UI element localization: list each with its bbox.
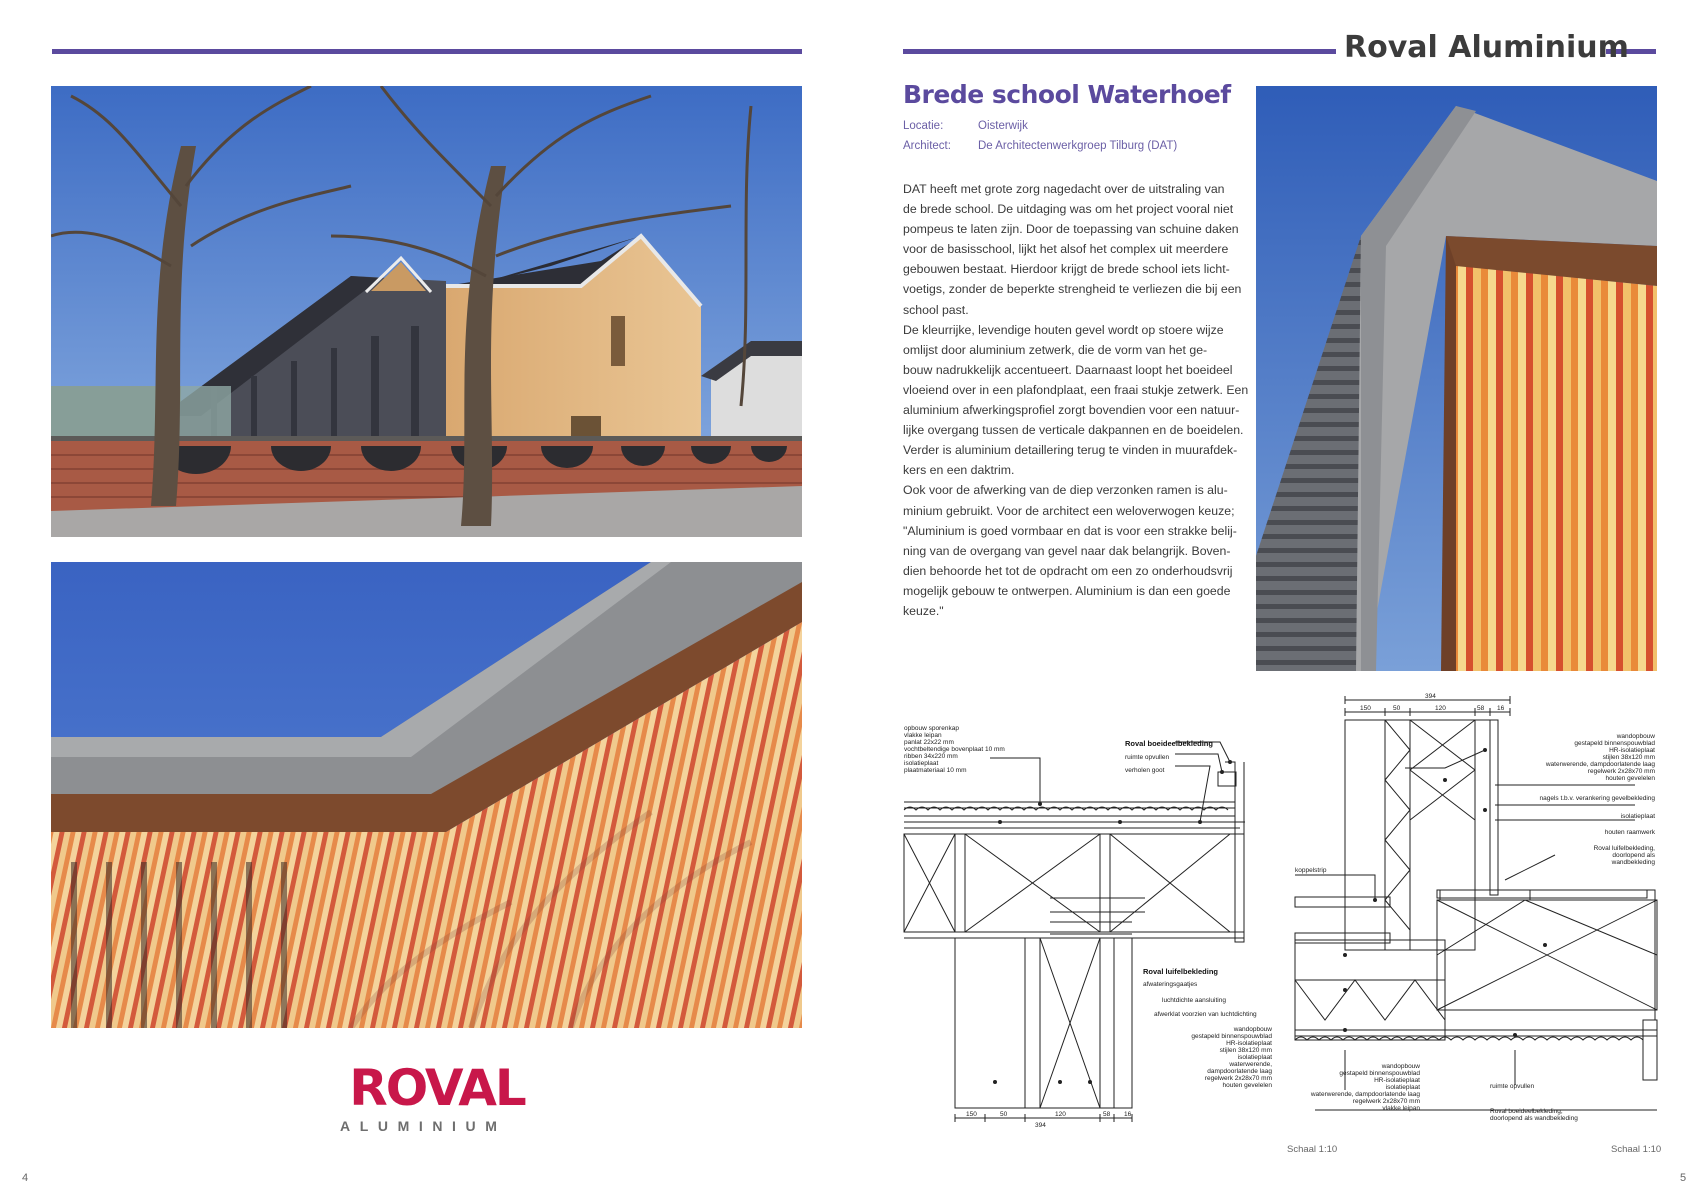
body-text bbox=[903, 179, 1249, 621]
page-number-right: 5 bbox=[1680, 1172, 1687, 1184]
header-title: Roval Aluminium bbox=[1344, 30, 1629, 65]
meta-architect bbox=[903, 140, 1177, 152]
r-wand-top-0: wandopbouw bbox=[1616, 733, 1655, 740]
architect-value: De Architectenwerkgroep Tilburg (DAT) bbox=[978, 140, 1178, 152]
r-wand-top-5: regelwerk 2x28x70 mm bbox=[1587, 768, 1655, 775]
dim-16: 16 bbox=[1124, 1111, 1132, 1118]
header-rule-right bbox=[903, 49, 1336, 54]
callout-top-left-0: opbouw sporenkap bbox=[904, 725, 959, 732]
r-dim-50: 50 bbox=[1393, 705, 1401, 712]
technical-drawing-right bbox=[1285, 690, 1660, 1130]
callout-top-left-1: vlakke leipan bbox=[904, 732, 942, 739]
body-line: de brede school. De uitdaging was om het project vooral niet bbox=[903, 202, 1234, 217]
body-line: aluminium afwerkingsprofiel zorgt bovendien voor een natuur- bbox=[903, 403, 1240, 418]
body-line: gebouwen bestaat. Hierdoor krijgt de brede school iets licht- bbox=[903, 262, 1230, 277]
body-line: mogelijk gebouw te ontwerpen. Aluminium is dan een goede bbox=[903, 583, 1231, 598]
body-line: DAT heeft met grote zorg nagedacht over de uitstraling van bbox=[903, 182, 1225, 196]
callout-top-left-3: vochtbeltendige bovenplaat 10 mm bbox=[904, 746, 1005, 753]
wandopbouw-4: isolatieplaat bbox=[1237, 1054, 1272, 1061]
label-luchtdichte: luchtdichte aansluiting bbox=[1162, 997, 1226, 1004]
r-wand-bot-4: waterwerende, dampdoorlatende laag bbox=[1310, 1091, 1420, 1098]
logo-sub-text: ALUMINIUM bbox=[340, 1118, 507, 1134]
dim-120: 120 bbox=[1055, 1111, 1066, 1118]
photo-school-building bbox=[51, 86, 802, 537]
architect-label: Architect: bbox=[903, 140, 951, 152]
wandopbouw-6: dampdoorlatende laag bbox=[1207, 1068, 1272, 1075]
label-roval-luifel: Roval luifelbekleding bbox=[1143, 967, 1219, 976]
project-title: Brede school Waterhoef bbox=[903, 80, 1231, 109]
r-roval-luifel-0: Roval luifelbekleding, bbox=[1593, 845, 1655, 852]
r-wand-bot-2: HR-isolatieplaat bbox=[1374, 1077, 1420, 1084]
wandopbouw-1: gestapeld binnenspouwblad bbox=[1191, 1033, 1272, 1040]
r-roval-boeideel-1: doorlopend als wandbekleding bbox=[1490, 1115, 1578, 1122]
wandopbouw-7: regelwerk 2x28x70 mm bbox=[1204, 1075, 1272, 1082]
label-roval-boeideel: Roval boeideelbekleding bbox=[1125, 739, 1213, 748]
wandopbouw-0: wandopbouw bbox=[1233, 1026, 1272, 1033]
r-wand-bot-0: wandopbouw bbox=[1381, 1063, 1420, 1070]
r-dim-58: 58 bbox=[1477, 705, 1485, 712]
body-line: omlijst door aluminium zetwerk, die de vorm van het ge- bbox=[903, 342, 1208, 357]
body-line: pompeus te laten zijn. Door de toepassing van schuine daken bbox=[903, 222, 1239, 237]
r-isolatieplaat: isolatieplaat bbox=[1620, 813, 1655, 820]
callout-top-left-4: ribben 34x220 mm bbox=[904, 753, 958, 760]
r-dim-150: 150 bbox=[1360, 705, 1371, 712]
r-dim-394: 394 bbox=[1425, 693, 1436, 700]
r-ruimte-opvullen: ruimte opvullen bbox=[1490, 1083, 1535, 1090]
body-line: "Aluminium is goed vormbaar en dat is voor een strakke belij- bbox=[903, 523, 1237, 538]
scale-left: Schaal 1:10 bbox=[1287, 1144, 1338, 1155]
header-rule-left bbox=[52, 49, 802, 54]
r-wand-bot-6: vlakke leipan bbox=[1382, 1105, 1420, 1112]
r-wand-top-2: HR-isolatieplaat bbox=[1609, 747, 1655, 754]
r-houten-raamwerk: houten raamwerk bbox=[1604, 829, 1655, 836]
r-wand-top-4: waterwerende, dampdoorlatende laag bbox=[1545, 761, 1655, 768]
r-wand-bot-5: regelwerk 2x28x70 mm bbox=[1352, 1098, 1420, 1105]
r-koppelstrip: koppelstrip bbox=[1295, 867, 1327, 874]
body-line: keuze." bbox=[903, 603, 944, 618]
label-verholen-goot: verholen goot bbox=[1125, 767, 1165, 774]
body-line: minium gebruikt. Voor de architect een weloverwogen keuze; bbox=[903, 503, 1235, 518]
r-wand-top-1: gestapeld binnenspouwblad bbox=[1574, 740, 1655, 747]
body-line: school past. bbox=[903, 302, 969, 317]
body-line: voetigs, zonder de beperkte strengheid te verliezen die bij een bbox=[903, 282, 1242, 297]
label-ruimte-opvullen: ruimte opvullen bbox=[1125, 754, 1170, 761]
body-line: bouw nadrukkelijk accentueert. Daarnaast loopt het boeideel bbox=[903, 362, 1233, 377]
body-line: vloeiend over in een plafondplaat, een fraai stukje zetwerk. Een bbox=[903, 382, 1249, 397]
wandopbouw-8: houten gevelelen bbox=[1222, 1082, 1272, 1089]
logo-main-text: ROVAL bbox=[349, 1062, 525, 1112]
body-line: Verder is aluminium detaillering terug te vinden in muurafdek- bbox=[903, 443, 1238, 458]
body-line: lijke overgang tussen de verticale dakpannen en de boeidelen. bbox=[903, 423, 1244, 438]
dim-50: 50 bbox=[1000, 1111, 1008, 1118]
r-roval-luifel-1: doorlopend als bbox=[1612, 852, 1655, 859]
technical-drawing-left bbox=[900, 722, 1280, 1127]
body-line: kers en een daktrim. bbox=[903, 463, 1015, 478]
wandopbouw-3: stijlen 38x120 mm bbox=[1219, 1047, 1272, 1054]
body-line: dien behoorde het tot de opdracht om een zo onderhoudsvrij bbox=[903, 563, 1233, 578]
body-line: ning van de overgang van gevel naar dak belangrijk. Boven- bbox=[903, 543, 1231, 558]
body-line: De kleurrijke, levendige houten gevel wordt op stoere wijze bbox=[903, 322, 1224, 337]
photo-roof-edge-facade bbox=[51, 562, 802, 1028]
wandopbouw-2: HR-isolatieplaat bbox=[1226, 1040, 1272, 1047]
body-line: Ook voor de afwerking van de diep verzonken ramen is alu- bbox=[903, 483, 1228, 498]
r-roval-boeideel-0: Roval boeideelbekleding, bbox=[1490, 1108, 1563, 1115]
roval-logo bbox=[340, 1062, 535, 1112]
r-nagels: nagels t.b.v. verankering gevelbekleding bbox=[1539, 795, 1655, 802]
callout-top-left-5: isolatieplaat bbox=[904, 760, 939, 767]
r-roval-luifel-2: wandbekleding bbox=[1611, 859, 1655, 866]
meta-location bbox=[903, 120, 1028, 132]
page-number-left: 4 bbox=[22, 1172, 29, 1184]
photo-corner-facade bbox=[1256, 86, 1657, 671]
r-wand-bot-1: gestapeld binnenspouwblad bbox=[1339, 1070, 1420, 1077]
label-afwateringsgaatjes: afwateringsgaatjes bbox=[1143, 981, 1198, 988]
callout-top-left-6: plaatmateriaal 10 mm bbox=[904, 767, 967, 774]
dim-58: 58 bbox=[1103, 1111, 1111, 1118]
wandopbouw-5: waterwerende, bbox=[1229, 1061, 1272, 1068]
scale-right: Schaal 1:10 bbox=[1611, 1144, 1662, 1155]
r-dim-16: 16 bbox=[1497, 705, 1505, 712]
dim-150: 150 bbox=[966, 1111, 977, 1118]
label-afwerklat: afwerklat voorzien van luchtdichting bbox=[1154, 1011, 1257, 1018]
callout-top-left-2: panlat 22x22 mm bbox=[904, 739, 954, 746]
dim-394: 394 bbox=[1035, 1122, 1046, 1127]
body-line: voor de basisschool, lijkt het alsof het complex uit meerdere bbox=[903, 242, 1229, 257]
r-wand-top-3: stijlen 38x120 mm bbox=[1602, 754, 1655, 761]
r-wand-bot-3: isolatieplaat bbox=[1385, 1084, 1420, 1091]
location-value: Oisterwijk bbox=[978, 120, 1028, 132]
r-dim-120: 120 bbox=[1435, 705, 1446, 712]
location-label: Locatie: bbox=[903, 120, 944, 132]
r-wand-top-6: houten gevelelen bbox=[1605, 775, 1655, 782]
